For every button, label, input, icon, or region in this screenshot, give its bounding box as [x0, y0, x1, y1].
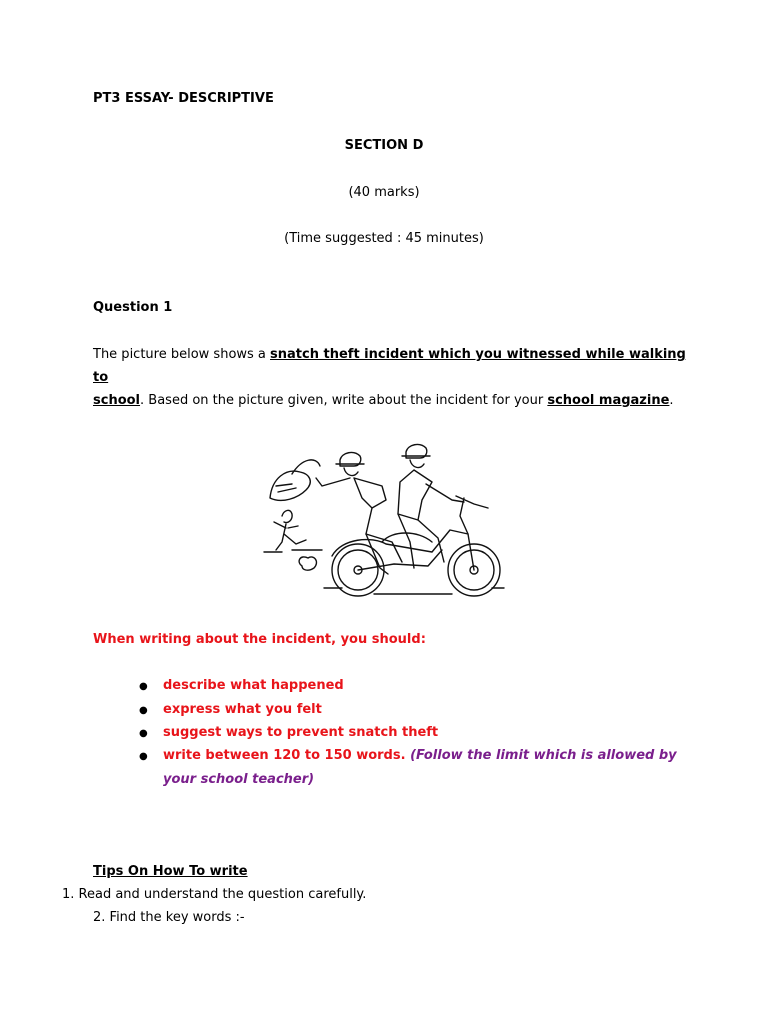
instruction-heading: When writing about the incident, you should:: [93, 632, 426, 647]
snatch-theft-illustration: [262, 438, 506, 603]
bullet-icon: ●: [139, 728, 148, 739]
tips-heading: Tips On How To write: [93, 864, 248, 879]
word-limit-text: write between 120 to 150 words.: [163, 748, 406, 763]
question-keyword-incident: snatch theft incident which you witnessed while walking to: [93, 347, 686, 385]
section-heading: SECTION D: [344, 138, 424, 153]
marks-info: (40 marks): [348, 185, 420, 200]
bullet-icon: ●: [139, 681, 148, 692]
instruction-item-3: suggest ways to prevent snatch theft: [163, 725, 439, 740]
question-text-end: .: [669, 393, 674, 408]
instruction-item-2: express what you felt: [163, 702, 322, 717]
question-text-middle: . Based on the picture given, write about the incident for your: [140, 393, 548, 408]
bullet-icon: ●: [139, 751, 148, 762]
document-title: PT3 ESSAY- DESCRIPTIVE: [93, 91, 274, 106]
tip-step-1: 1. Read and understand the question carefully.: [62, 887, 367, 902]
time-info: (Time suggested : 45 minutes): [284, 231, 484, 246]
question-keyword-school: school: [93, 393, 141, 408]
instruction-item-1: describe what happened: [163, 678, 344, 693]
word-limit-note-line2: your school teacher): [163, 772, 315, 787]
question-text-start: The picture below shows a: [93, 347, 271, 362]
word-limit-note-line1: (Follow the limit which is allowed by: [410, 748, 677, 763]
bullet-icon: ●: [139, 705, 148, 716]
question-paragraph: [93, 343, 693, 412]
instruction-item-4: [163, 748, 677, 763]
question-label: Question 1: [93, 300, 173, 315]
question-keyword-magazine: school magazine: [547, 393, 670, 408]
tip-step-2: 2. Find the key words :-: [93, 910, 245, 925]
